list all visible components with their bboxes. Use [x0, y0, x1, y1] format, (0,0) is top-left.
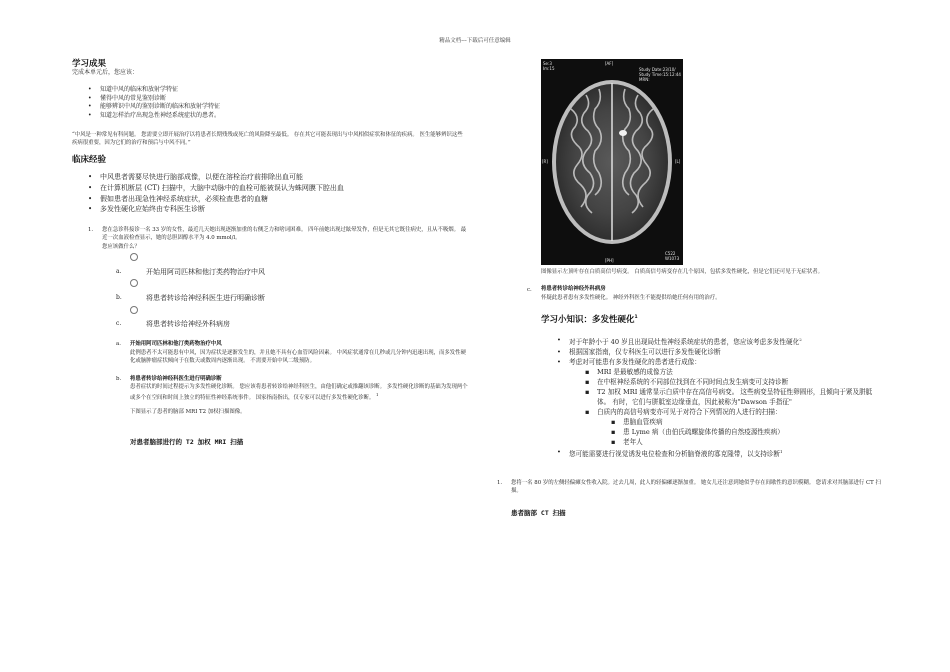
image-note: 图像显示左顶叶存在白质高信号病变。 白质高信号病变存在几个原因，包括多发性硬化，但是它们还可见于无症状者。 [541, 269, 824, 275]
answer-a-text: 此例患者不太可能患有中风，因为症状是逐渐发生的，并且她不具有心血管风险因素。 中风症状通常在几秒或几分钟内迅速出现，而多发性硬化或脑肿瘤症状倾向于在数天或数周内逐渐出现。 不需要开始中风二级预防。 [130, 350, 466, 364]
option-a-letter: a. [116, 268, 122, 275]
answer-c-title: 将患者转诊给神经外科病房 [541, 286, 606, 292]
outcome-item: • 能够辨识中风的鉴别诊断的临床和放射学特征 [88, 103, 448, 112]
tip-item: • 根据国家指南，仅专科医生可以进行多发性硬化诊断 [557, 347, 877, 357]
tip-title: 学习小知识：多发性硬化$^1$ [541, 315, 638, 325]
clinical-item: • 假如患者出现急性神经系统症状，必须检查患者的血糖 [88, 194, 468, 205]
option-b-label[interactable]: 将患者转诊给神经科医生进行明确诊断 [146, 294, 265, 302]
outcomes-title: 学习成果 [72, 59, 107, 69]
tip-subitem: ▪ 在中枢神经系统的不同部位找到在不同时间点发生病变可支持诊断 [585, 377, 877, 387]
tip-subsublist [611, 417, 877, 447]
mri-orient-right: [L] [675, 159, 681, 164]
option-a-label[interactable]: 开始用阿司匹林和他汀类药物治疗中风 [146, 268, 265, 276]
option-b-letter: b. [116, 294, 122, 301]
mri-orient-bottom: [PH] [605, 258, 614, 263]
question2-text: 您将一名 80 岁的左侧轻偏瘫女性收入院。过去几周，此人的轻偏瘫逐渐加重。 她女儿还注意到她似乎存在间歇性的意识模糊。 您请求对其脑部进行 CT 扫描。 [511, 480, 881, 494]
clinical-item: • 中风患者需要尽快进行脑部成像，以便在溶栓治疗前排除出血可能 [88, 172, 468, 183]
answer-c-letter: c. [527, 287, 532, 293]
answer-a-letter: a. [116, 341, 121, 347]
mri-orient-top: [AF] [605, 61, 614, 66]
answer-a-title: 开始用阿司匹林和他汀类药物治疗中风 [130, 341, 222, 347]
question2-number: 1. [497, 480, 503, 486]
question-number: 1. [88, 227, 94, 233]
tip-item: • 考虑对可能患有多发性硬化的患者进行成像： ▪ MRI 是最敏感的成像方法 ▪ 在中枢神经系统的不同部位找到在不同时间点发生病变可支持诊断 ▪ T2 加权 MRI 通常显示白质中存在高信号病变。 这些病变呈特征性卵圆形，且倾向于紧及胼胝体。 有时，它们与胼胝室边缘垂直，因此被称为"Dawson 手指征" ▪ 白质内的高信号病变亦可见于对符合下列情况的人进行的扫描： ▪ 患脑血管疾病 ▪ 患 Lyme 病（由伯氏疏螺旋体传播的自然疫源性疾病） ▪ 老年人 [557, 357, 877, 447]
option-c-letter: c. [116, 320, 122, 327]
mri-orient-left: [R] [542, 159, 548, 164]
option-c-radio[interactable] [130, 306, 138, 314]
outcome-item: • 知道怎样治疗出现急性神经系统症状的患者。 [88, 112, 448, 121]
mri-image-number: Im:15 [543, 66, 555, 71]
clinical-item: • 在计算机断层 (CT) 扫描中，大脑中动脉中的血栓可能被误认为蛛网膜下腔出血 [88, 183, 468, 194]
tip-subsubitem: ▪ 患脑血管疾病 [611, 417, 877, 427]
mri-caption: 对患者脑部进行的 T2 加权 MRI 扫描 [130, 438, 244, 446]
tip-subitem: ▪ 白质内的高信号病变亦可见于对符合下列情况的人进行的扫描： ▪ 患脑血管疾病 ▪ 患 Lyme 病（由伯氏疏螺旋体传播的自然疫源性疾病） ▪ 老年人 [585, 407, 877, 447]
answer-b-title: 将患者转诊给神经科医生进行明确诊断 [130, 376, 222, 382]
page-header: 精品文档---下载后可任意编辑 [439, 38, 511, 44]
clinical-item: • 多发性硬化应始终由专科医生诊断 [88, 204, 468, 215]
outcome-item: • 知道中风的临床和放射学特征 [88, 86, 448, 95]
tip-sublist [585, 367, 877, 447]
outcomes-list [88, 86, 448, 120]
clinical-list [88, 172, 468, 215]
question-prompt: 您应该做什么？ [102, 244, 140, 250]
ct-caption: 患者脑部 CT 扫描 [511, 509, 566, 517]
option-a-radio[interactable] [130, 253, 138, 261]
answer-b-letter: b. [116, 376, 122, 382]
tip-subitem: ▪ T2 加权 MRI 通常显示白质中存在高信号病变。 这些病变呈特征性卵圆形，且倾向于紧及胼胝体。 有时，它们与胼胝室边缘垂直，因此被称为"Dawson 手指征" [585, 387, 877, 407]
mri-width: W1073 [665, 256, 680, 261]
stroke-quote: “中风是一种常见有科问题。 您需要立即开展治疗以将患者长期残残或死亡的风险降至最低。 存在其它可能表现出与中风相似症状和体征的疾病。 医生能够辨识这些疾病很重要，因为它们的治疗和预后与中风不同。” [72, 132, 463, 146]
tip-subitem: ▪ MRI 是最敏感的成像方法 [585, 367, 877, 377]
tip-item: • 您可能需要进行视觉诱发电位检查和分析脑脊液的寡克隆带，以支持诊断$^1$ [557, 447, 877, 459]
outcomes-intro: 完成本单元后，您应该： [72, 69, 139, 76]
option-b-radio[interactable] [130, 279, 138, 287]
outcome-item: • 懂得中风的常见鉴别诊断 [88, 95, 448, 104]
tip-item: • 对于年龄小于 40 岁且出现局灶性神经系统症状的患者，您应该考虑多发性硬化$^2$ [557, 335, 877, 347]
tip-subsubitem: ▪ 老年人 [611, 437, 877, 447]
clinical-title: 临床经验 [72, 155, 107, 165]
mri-center: C522 [665, 251, 676, 256]
question-text: 您在急诊科接诊一名 33 岁的女性，最近几天她出现逐渐加重的右侧乏力和啥词困难。 四年前她出现过眩晕发作，但是无其它既往病史，且从不吸烟。 最近一次血液检查显示，她的总胆固醇水平为 4.0 mmol/l。 [102, 227, 467, 241]
answer-c-text: 怀疑此患者患有多发性硬化。 神经外科医生不能提供给她任何有用的治疗。 [541, 295, 721, 301]
brain-mri-graphic [541, 59, 683, 265]
answer-b-text2: 下图显示了患者的脑部 MRI T2 加权扫描图像。 [130, 409, 246, 415]
option-c-label[interactable]: 将患者转诊给神经外科病房 [146, 320, 230, 328]
mri-study-date: Study Date:23/10/ [639, 67, 676, 72]
tip-subsubitem: ▪ 患 Lyme 病（由伯氏疏螺旋体传播的自然疫源性疾病） [611, 427, 877, 437]
mri-scan-image [541, 59, 683, 265]
mri-mrn: MRN: [639, 77, 650, 82]
answer-b-text: 患者症状的时间过程提示为多发性硬化诊断。 您应该将患者转诊给神经科医生，由他们确定或推翻该诊断。 多发性硬化诊断的基础为发现两个或多个在空间和时间上独立的特征性神经系统事件。 国家指南指出，仅专家可以进行多发性硬化诊断。 $^1$ [130, 384, 468, 401]
mri-study-time: Study Time:15:12:44 [639, 72, 681, 77]
mri-series: Se:3 [543, 61, 552, 66]
tip-list [557, 335, 877, 459]
